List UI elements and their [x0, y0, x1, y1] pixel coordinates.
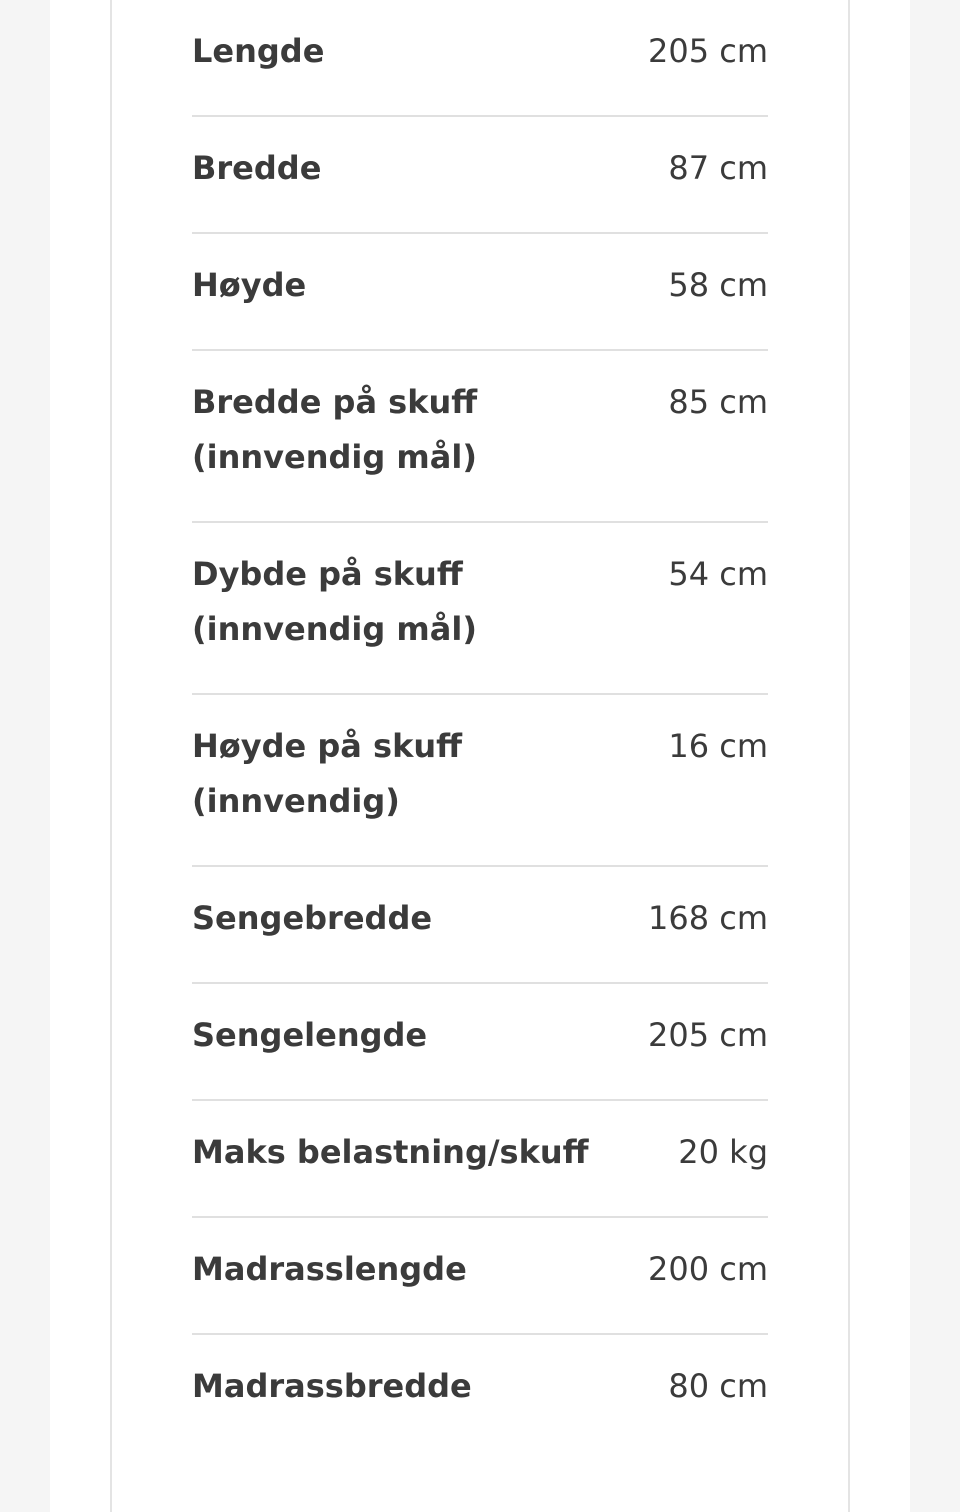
- spec-row-height: [192, 234, 768, 351]
- spec-value: 200 cm: [647, 1250, 768, 1288]
- spec-value: 80 cm: [668, 1367, 768, 1405]
- spec-label: Madrassbredde: [192, 1367, 472, 1405]
- panel-border-right: [848, 0, 850, 1512]
- spec-row-mattress-length: [192, 1218, 768, 1335]
- spec-row-drawer-width: [192, 351, 768, 523]
- spec-label: Madrasslengde: [192, 1250, 467, 1288]
- spec-label: Sengelengde: [192, 1016, 428, 1054]
- spec-label: Bredde: [192, 149, 322, 187]
- spec-label: Dybde på skuff (innvendig mål): [192, 555, 477, 648]
- spec-label: Maks belastning/skuff: [192, 1133, 589, 1171]
- spec-row-drawer-depth: [192, 523, 768, 695]
- spec-row-length: [192, 0, 768, 117]
- spec-value: 205 cm: [647, 32, 768, 70]
- spec-value: 20 kg: [678, 1133, 768, 1171]
- product-dimensions-card: [152, 0, 808, 1490]
- spec-row-drawer-height: [192, 695, 768, 867]
- spec-value: 205 cm: [647, 1016, 768, 1054]
- spec-label: Høyde: [192, 266, 307, 304]
- spec-label: Høyde på skuff (innvendig): [192, 727, 463, 820]
- spec-row-width: [192, 117, 768, 234]
- spec-value: 168 cm: [647, 899, 768, 937]
- spec-label: Sengebredde: [192, 899, 433, 937]
- spec-value: 87 cm: [668, 149, 768, 187]
- spec-label: Bredde på skuff (innvendig mål): [192, 383, 478, 476]
- panel-border-left: [110, 0, 112, 1512]
- spec-row-mattress-width: [192, 1335, 768, 1452]
- spec-value: 54 cm: [668, 555, 768, 593]
- dimensions-list: [192, 0, 768, 1452]
- spec-value: 58 cm: [668, 266, 768, 304]
- spec-label: Lengde: [192, 32, 325, 70]
- spec-value: 85 cm: [668, 383, 768, 421]
- spec-value: 16 cm: [668, 727, 768, 765]
- spec-row-max-load: [192, 1101, 768, 1218]
- spec-row-bed-length: [192, 984, 768, 1101]
- spec-row-bed-width: [192, 867, 768, 984]
